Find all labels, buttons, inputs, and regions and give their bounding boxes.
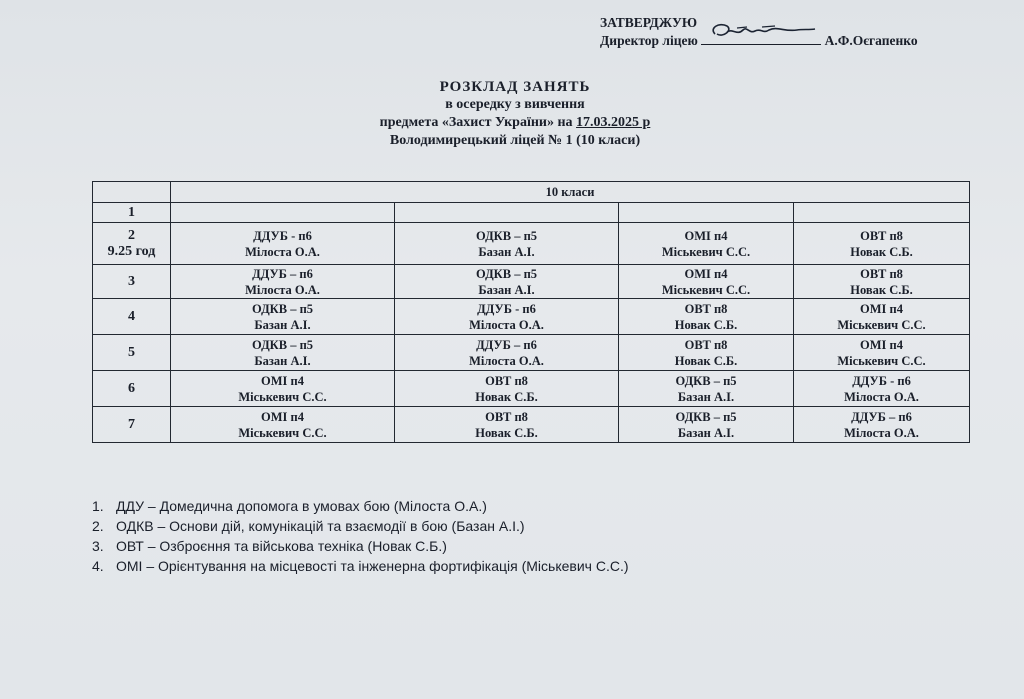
schedule-cell	[395, 265, 619, 299]
subject-code: ОДКВ – п5	[475, 228, 538, 243]
legend-number: 4.	[92, 558, 104, 574]
table-row	[93, 407, 970, 443]
lesson-number: 5	[93, 335, 171, 371]
schedule-subtitle: в осередку з вивчення	[445, 97, 585, 112]
lesson-number-cell	[93, 223, 171, 265]
teacher-name: Міськевич С.С.	[661, 244, 751, 259]
schedule-cell	[171, 299, 395, 335]
teacher-name: Міськевич С.С.	[661, 282, 751, 297]
teacher-name: Мілоста О.А.	[245, 244, 320, 259]
signature-line	[701, 32, 821, 45]
schedule-cell	[794, 407, 970, 443]
schedule-cell	[619, 299, 794, 335]
school-name: Володимирецький ліцей № 1 (10 класи)	[389, 133, 641, 148]
subject-legend	[92, 496, 629, 576]
subject-code: ДДУБ - п6	[477, 301, 536, 316]
teacher-name: Міськевич С.С.	[238, 425, 327, 440]
schedule-subject-line	[0, 114, 1024, 132]
approval-block	[600, 14, 1000, 50]
schedule-cell	[171, 371, 395, 407]
legend-item	[92, 556, 629, 576]
schedule-cell	[171, 407, 395, 443]
table-row	[93, 223, 970, 265]
schedule-cell	[395, 223, 619, 265]
header-empty-cell	[93, 182, 171, 203]
legend-item	[92, 536, 629, 556]
legend-item	[92, 516, 629, 536]
schedule-cell	[794, 265, 970, 299]
teacher-name: Базан А.І.	[254, 317, 311, 332]
table-row	[93, 371, 970, 407]
subject-code: ДДУБ – п6	[476, 337, 537, 352]
teacher-name: Базан А.І.	[677, 425, 735, 440]
lesson-number: 4	[93, 299, 171, 335]
teacher-name: Базан А.І.	[254, 353, 311, 368]
subject-code: ОВТ п8	[860, 228, 903, 243]
lesson-number: 7	[93, 407, 171, 443]
subject-code: ОДКВ – п5	[675, 373, 737, 388]
subject-code: ОМІ п4	[860, 337, 903, 352]
subject-code: ДДУБ – п6	[252, 266, 313, 281]
lesson-number: 2	[128, 227, 135, 243]
schedule-cell	[794, 371, 970, 407]
subject-code: ОМІ п4	[684, 266, 728, 281]
teacher-name: Новак С.Б.	[475, 425, 538, 440]
schedule-cell	[619, 223, 794, 265]
teacher-name: Новак С.Б.	[850, 282, 913, 297]
legend-number: 3.	[92, 538, 104, 554]
schedule-cell	[619, 371, 794, 407]
table-header-row	[93, 182, 970, 203]
lesson-number: 3	[93, 265, 171, 299]
approval-signature-line	[600, 32, 1000, 50]
schedule-cell	[794, 203, 970, 223]
legend-number: 1.	[92, 498, 104, 514]
teacher-name: Мілоста О.А.	[844, 389, 919, 404]
subject-code: ОМІ п4	[860, 301, 903, 316]
schedule-cell	[619, 203, 794, 223]
schedule-cell	[171, 223, 395, 265]
schedule-cell	[794, 299, 970, 335]
schedule-cell	[171, 335, 395, 371]
schedule-cell	[171, 265, 395, 299]
teacher-name: Міськевич С.С.	[837, 353, 926, 368]
legend-text: ОВТ – Озброєння та військова техніка (Новак С.Б.)	[116, 538, 447, 554]
approval-heading: ЗАТВЕРДЖУЮ	[600, 15, 698, 30]
teacher-name: Мілоста О.А.	[844, 425, 919, 440]
teacher-name: Новак С.Б.	[674, 317, 738, 332]
subject-code: ОДКВ – п5	[251, 301, 314, 316]
schedule-cell	[395, 203, 619, 223]
teacher-name: Базан А.І.	[677, 389, 735, 404]
approval-director-name: А.Ф.Оєгапенко	[824, 33, 918, 48]
subject-code: ОВТ п8	[684, 337, 728, 352]
teacher-name: Базан А.І.	[478, 282, 535, 297]
subject-code: ОМІ п4	[261, 409, 304, 424]
schedule-cell	[395, 299, 619, 335]
subject-code: ОМІ п4	[261, 373, 304, 388]
legend-text: ОДКВ – Основи дій, комунікацій та взаємодії в бою (Базан А.І.)	[116, 518, 525, 534]
teacher-name: Мілоста О.А.	[469, 317, 544, 332]
schedule-cell	[395, 335, 619, 371]
lesson-number: 6	[93, 371, 171, 407]
schedule-cell	[171, 203, 395, 223]
group-header: 10 класи	[171, 182, 970, 203]
legend-text: ОМІ – Орієнтування на місцевості та інженерна фортифікація (Міськевич С.С.)	[116, 558, 629, 574]
table-row	[93, 299, 970, 335]
signature-image	[707, 18, 817, 44]
schedule-title: РОЗКЛАД ЗАНЯТЬ	[439, 79, 591, 95]
schedule-cell	[395, 371, 619, 407]
subject-text: предмета «Захист України» на	[379, 115, 577, 130]
schedule-cell	[619, 407, 794, 443]
teacher-name: Новак С.Б.	[475, 389, 538, 404]
teacher-name: Новак С.Б.	[850, 244, 913, 259]
subject-code: ОВТ п8	[485, 409, 528, 424]
schedule-table	[92, 181, 970, 443]
legend-item	[92, 496, 629, 516]
subject-code: ОДКВ – п5	[251, 337, 314, 352]
table-row	[93, 335, 970, 371]
schedule-cell	[619, 265, 794, 299]
approval-position: Директор ліцею	[600, 33, 698, 48]
schedule-date: 17.03.2025 р	[576, 115, 651, 130]
teacher-name: Мілоста О.А.	[245, 282, 320, 297]
subject-code: ОВТ п8	[860, 266, 903, 281]
schedule-cell	[794, 223, 970, 265]
teacher-name: Міськевич С.С.	[837, 317, 926, 332]
subject-code: ОМІ п4	[684, 228, 728, 243]
schedule-cell	[395, 407, 619, 443]
subject-code: ДДУБ – п6	[851, 409, 912, 424]
schedule-cell	[794, 335, 970, 371]
teacher-name: Мілоста О.А.	[469, 353, 544, 368]
table-row	[93, 203, 970, 223]
subject-code: ОВТ п8	[684, 301, 728, 316]
lesson-number: 1	[93, 203, 171, 223]
schedule-heading	[0, 78, 1024, 150]
teacher-name: Базан А.І.	[478, 244, 535, 259]
lesson-time: 9.25 год	[107, 243, 156, 259]
subject-code: ОДКВ – п5	[475, 266, 538, 281]
subject-code: ДДУБ - п6	[253, 228, 312, 243]
schedule-cell	[619, 335, 794, 371]
subject-code: ОДКВ – п5	[675, 409, 737, 424]
subject-code: ДДУБ - п6	[852, 373, 911, 388]
teacher-name: Міськевич С.С.	[238, 389, 327, 404]
table-row	[93, 265, 970, 299]
legend-text: ДДУ – Домедична допомога в умовах бою (Мілоста О.А.)	[116, 498, 487, 514]
legend-number: 2.	[92, 518, 104, 534]
subject-code: ОВТ п8	[485, 373, 528, 388]
teacher-name: Новак С.Б.	[674, 353, 738, 368]
